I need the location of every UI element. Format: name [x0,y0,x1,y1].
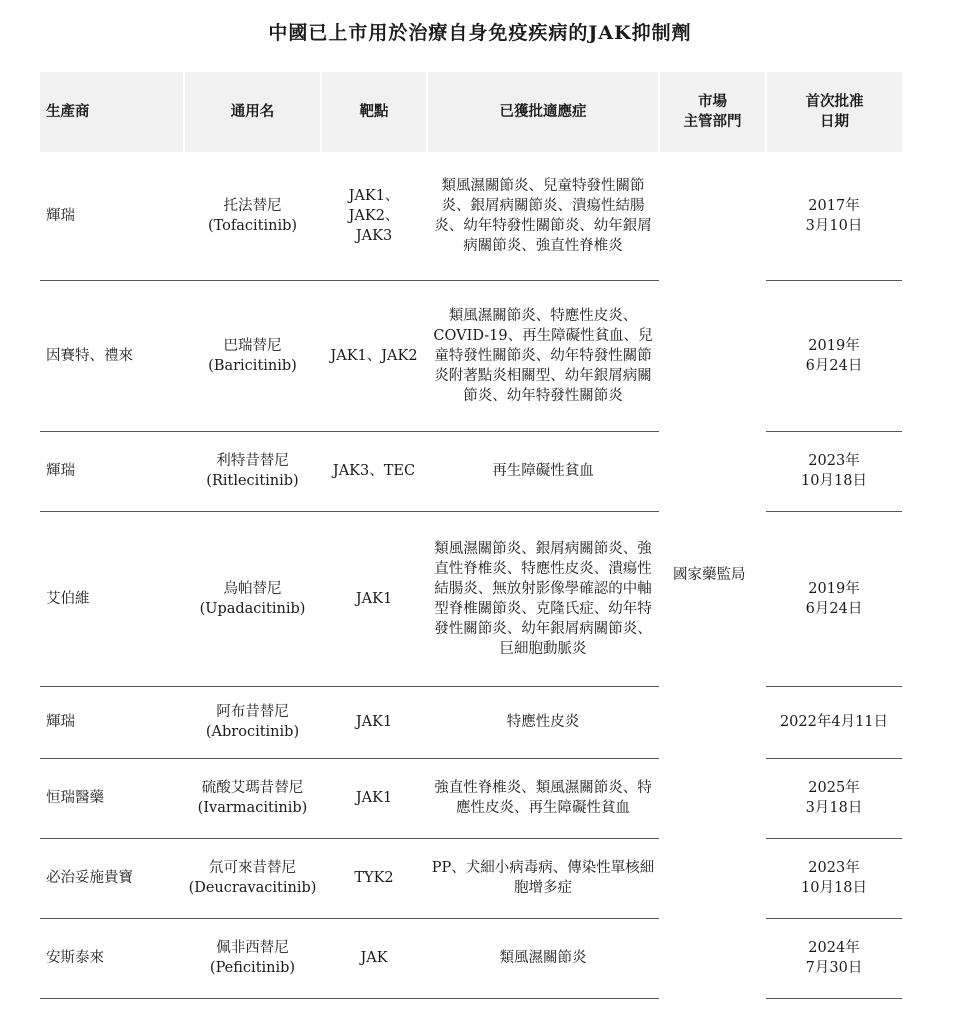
indication-line: 胞增多症 [514,880,572,896]
header-generic-name: 通用名 [184,72,321,152]
indication-line: 巨細胞動脈炎 [499,640,587,657]
table-row [40,152,902,280]
approval-line: 2022年4月11日 [779,714,889,730]
generic-name-cell [184,280,321,431]
indication-line: 節炎、幼年特發性關節炎 [463,387,623,404]
indication-line: 病關節炎、強直性脊椎炎 [463,237,623,254]
generic-name-cn: 巴瑞替尼 [223,337,282,354]
generic-name-en: (Baricitinib) [208,357,297,374]
approval-line: 6月24日 [805,600,863,617]
generic-name-cell [184,758,321,838]
indication-line: 類風濕關節炎、銀屑病關節炎、強 [434,540,652,557]
generic-name-cell [184,838,321,918]
indication-line: 型脊椎關節炎、克隆氏症、幼年特 [434,600,652,617]
generic-name-en: (Upadacitinib) [199,600,306,617]
table-row [40,280,902,431]
generic-name-cn: 烏帕替尼 [223,580,282,597]
header-regulator [659,72,766,152]
header-manufacturer: 生產商 [40,72,184,152]
approval-line: 2023年 [808,860,860,876]
indication-line: 結腸炎、無放射影像學確認的中軸 [434,580,652,597]
target-cell [321,152,427,280]
indication-line: 炎、銀屑病關節炎、潰瘍性結腸 [441,197,645,214]
approval-date-cell [766,511,902,686]
header-indication: 已獲批適應症 [427,72,659,152]
target-cell [321,838,427,918]
approval-line: 3月10日 [805,217,863,234]
manufacturer-cell: 艾伯維 [40,511,184,686]
jak-inhibitor-table [40,72,902,999]
approval-line: 2017年 [808,197,860,214]
generic-name-en: (Abrocitinib) [205,724,300,740]
manufacturer-cell: 因賽特、禮來 [40,280,184,431]
generic-name-cn: 硫酸艾瑪昔替尼 [201,780,304,796]
table-row [40,758,902,838]
generic-name-cn: 氘可來昔替尼 [209,860,296,876]
target-line: JAK1、JAK2 [330,347,418,364]
indication-line: 類風濕關節炎、兒童特發性關節 [441,177,645,194]
manufacturer-cell: 輝瑞 [40,686,184,758]
indication-cell [427,686,659,758]
indication-line: COVID-19、再生障礙性貧血、兒 [433,327,653,344]
header-regulator-line1: 市場 [698,93,727,110]
indication-line: 應性皮炎、再生障礙性貧血 [456,800,630,816]
approval-line: 6月24日 [805,357,863,374]
indication-cell [427,918,659,998]
approval-date-cell [766,686,902,758]
generic-name-cell [184,686,321,758]
indication-cell [427,511,659,686]
generic-name-cn: 利特昔替尼 [216,453,289,469]
target-line: JAK3 [355,227,393,244]
generic-name-cell [184,918,321,998]
generic-name-en: (Ivarmacitinib) [197,800,308,816]
target-cell [321,280,427,431]
generic-name-cn: 阿布昔替尼 [216,704,289,720]
approval-line: 7月30日 [805,960,863,976]
approval-line: 10月18日 [801,880,867,896]
target-line: TYK2 [354,870,394,886]
generic-name-cell [184,511,321,686]
target-cell [321,431,427,511]
target-cell [321,918,427,998]
manufacturer-cell: 安斯泰來 [40,918,184,998]
indication-line: 發性關節炎、幼年銀屑病關節炎、 [434,620,652,637]
target-line: JAK1 [355,790,393,806]
approval-date-cell [766,152,902,280]
approval-date-cell [766,838,902,918]
indication-line: 直性脊椎炎、特應性皮炎、潰瘍性 [434,560,652,577]
header-target: 靶點 [321,72,427,152]
indication-cell [427,152,659,280]
approval-date-cell [766,918,902,998]
manufacturer-cell: 輝瑞 [40,431,184,511]
table-row [40,686,902,758]
target-line: JAK [360,950,388,966]
indication-cell [427,280,659,431]
indication-line: 炎、幼年特發性關節炎、幼年銀屑 [434,217,652,234]
indication-line: 類風濕關節炎、特應性皮炎、 [448,307,638,324]
generic-name-cell [184,152,321,280]
generic-name-en: (Peficitinib) [209,960,296,976]
approval-line: 2019年 [808,337,860,354]
approval-line: 3月18日 [805,800,863,816]
table-row [40,511,902,686]
page-title: 中國已上市用於治療自身免疫疾病的JAK抑制劑 [268,22,692,44]
indication-line: 強直性脊椎炎、類風濕關節炎、特 [434,780,652,796]
header-approval-line1: 首次批准 [805,93,864,110]
target-line: JAK3、TEC [332,463,416,479]
indication-line: 類風濕關節炎 [499,950,587,966]
approval-line: 2023年 [808,453,860,469]
approval-line: 10月18日 [801,473,867,489]
manufacturer-cell: 輝瑞 [40,152,184,280]
indication-cell [427,838,659,918]
indication-line: 特應性皮炎 [506,714,580,730]
header-approval-line2: 日期 [820,113,849,130]
approval-date-cell [766,280,902,431]
generic-name-cell [184,431,321,511]
target-cell [321,511,427,686]
approval-line: 2024年 [808,940,860,956]
header-approval-date [766,72,902,152]
approval-line: 2025年 [808,780,860,796]
table-row [40,838,902,918]
indication-line: 童特發性關節炎、幼年特發性關節 [434,347,652,364]
indication-line: 炎附著點炎相關型、幼年銀屑病關 [434,367,652,384]
approval-line: 2019年 [808,580,860,597]
approval-date-cell [766,431,902,511]
generic-name-cn: 佩非西替尼 [216,940,289,956]
approval-date-cell [766,758,902,838]
generic-name-en: (Ritlecitinib) [206,473,299,489]
target-line: JAK1 [355,714,393,730]
generic-name-en: (Deucravacitinib) [188,880,317,896]
table-row [40,431,902,511]
target-cell [321,758,427,838]
indication-line: 再生障礙性貧血 [492,463,594,479]
target-line: JAK1 [355,590,393,607]
generic-name-en: (Tofacitinib) [207,217,298,234]
target-cell [321,686,427,758]
indication-line: PP、犬細小病毒病、傳染性單核細 [431,860,655,876]
indication-cell [427,431,659,511]
generic-name-cn: 托法替尼 [223,197,282,214]
header-regulator-line2: 主管部門 [683,113,742,130]
indication-cell [427,758,659,838]
manufacturer-cell: 必治妥施貴寶 [40,838,184,918]
table-header-row [40,72,902,152]
target-line: JAK1、JAK2、 [348,187,400,224]
regulator-cell: 國家藥監局 [673,567,746,583]
table-row [40,918,902,998]
manufacturer-cell: 恒瑞醫藥 [40,758,184,838]
